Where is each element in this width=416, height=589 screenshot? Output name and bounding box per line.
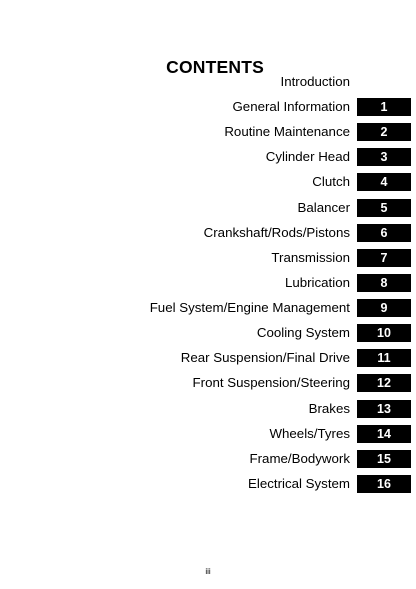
toc-entry-label: Transmission	[271, 250, 350, 265]
toc-entry-label: Cylinder Head	[265, 149, 350, 164]
page-title: CONTENTS	[166, 57, 264, 77]
toc-entry-cooling-system[interactable]	[0, 322, 416, 344]
toc-entry-label: Cooling System	[256, 325, 350, 340]
toc-entry-label: Wheels/Tyres	[269, 426, 350, 441]
toc-entry-introduction[interactable]	[0, 71, 416, 93]
toc-entry-label: Front Suspension/Steering	[192, 375, 350, 390]
section-tab: 13	[357, 400, 411, 418]
toc-entry-routine-maintenance[interactable]	[0, 121, 416, 143]
section-tab: 16	[357, 475, 411, 493]
page-number: iii	[205, 567, 211, 576]
toc-entry-label: Brakes	[308, 401, 350, 416]
toc-entry-label: Introduction	[280, 74, 350, 89]
section-tab: 1	[357, 98, 411, 116]
section-tab: 6	[357, 224, 411, 242]
toc-entry-rear-suspension-final-drive[interactable]	[0, 347, 416, 369]
toc-entry-front-suspension-steering[interactable]	[0, 372, 416, 394]
section-tab: 12	[357, 374, 411, 392]
toc-entry-crankshaft-rods-pistons[interactable]	[0, 222, 416, 244]
section-tab: 8	[357, 274, 411, 292]
toc-entry-balancer[interactable]	[0, 197, 416, 219]
toc-entry-label: Lubrication	[284, 275, 350, 290]
toc-entry-cylinder-head[interactable]	[0, 146, 416, 168]
toc-entry-transmission[interactable]	[0, 247, 416, 269]
toc-entry-wheels-tyres[interactable]	[0, 423, 416, 445]
section-tab: 15	[357, 450, 411, 468]
toc-entry-clutch[interactable]	[0, 171, 416, 193]
toc-entry-brakes[interactable]	[0, 398, 416, 420]
toc-entry-label: General Information	[232, 99, 350, 114]
toc-entry-label: Frame/Bodywork	[249, 451, 350, 466]
toc-entry-label: Rear Suspension/Final Drive	[180, 350, 350, 365]
section-tab: 2	[357, 123, 411, 141]
toc-entry-electrical-system[interactable]	[0, 473, 416, 495]
toc-entry-label: Clutch	[312, 174, 350, 189]
section-tab: 4	[357, 173, 411, 191]
section-tab: 7	[357, 249, 411, 267]
toc-entry-frame-bodywork[interactable]	[0, 448, 416, 470]
section-tab: 5	[357, 199, 411, 217]
section-tab: 14	[357, 425, 411, 443]
section-tab: 9	[357, 299, 411, 317]
toc-entry-lubrication[interactable]	[0, 272, 416, 294]
section-tab: 11	[357, 349, 411, 367]
toc-entry-label: Electrical System	[248, 476, 350, 491]
toc-entry-label: Crankshaft/Rods/Pistons	[203, 225, 350, 240]
toc-entry-fuel-system-engine-management[interactable]	[0, 297, 416, 319]
toc-entry-label: Fuel System/Engine Management	[149, 300, 350, 315]
section-tab: 10	[357, 324, 411, 342]
toc-entry-label: Routine Maintenance	[224, 124, 350, 139]
toc-entry-general-information[interactable]	[0, 96, 416, 118]
toc-entry-label: Balancer	[297, 200, 350, 215]
section-tab: 3	[357, 148, 411, 166]
